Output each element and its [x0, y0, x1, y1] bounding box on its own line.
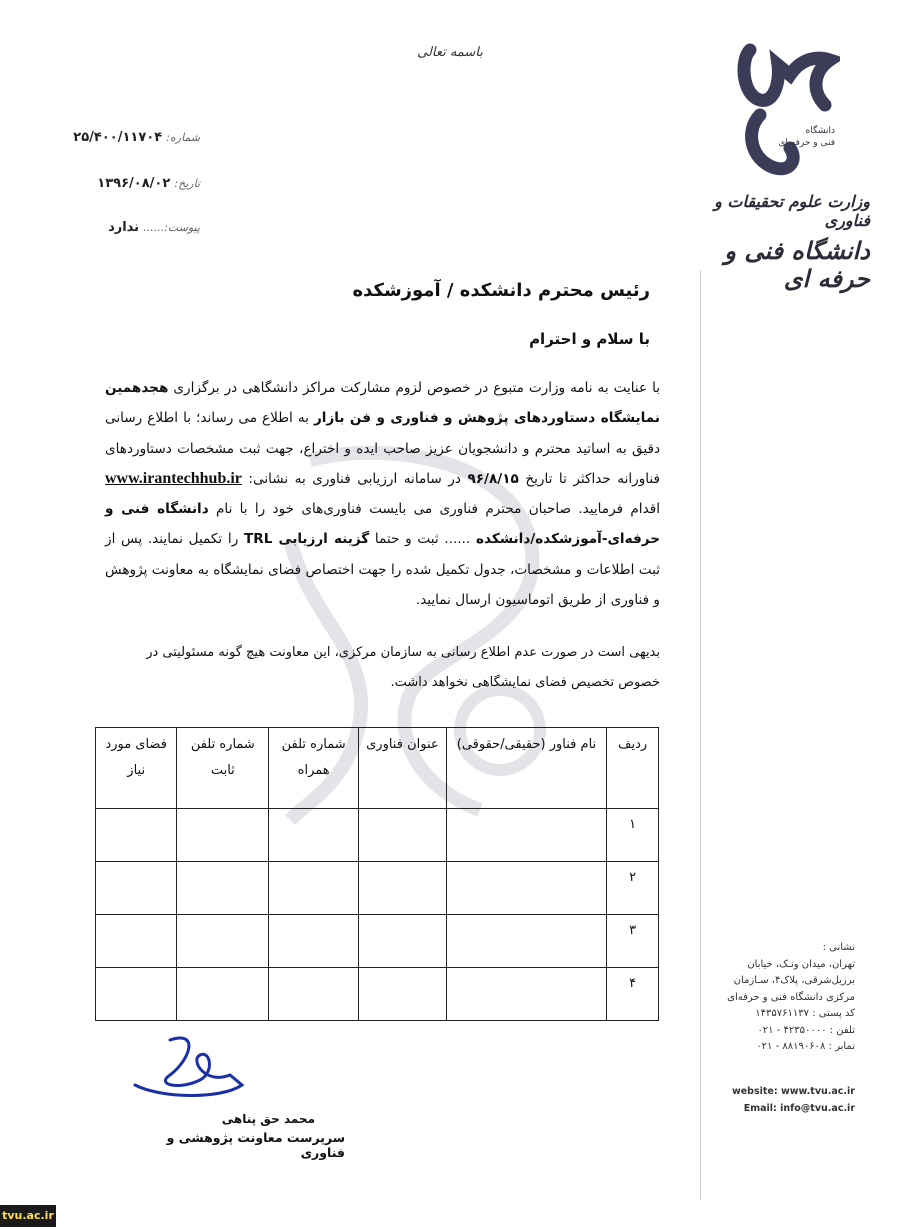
- header-technology-title: عنوان فناوری: [359, 728, 447, 809]
- date-label: تاریخ:: [174, 177, 200, 190]
- margin-divider: [700, 270, 701, 1200]
- trl-option: گزینه ارزیابی TRL: [243, 531, 370, 548]
- body-text-1: با عنایت به نامه وزارت متبوع در خصوص لزوم مشارکت مراکز دانشگاهی در برگزاری: [168, 380, 660, 396]
- letter-attachment: [40, 220, 200, 235]
- logo-caption-line1: دانشگاه: [805, 126, 835, 136]
- basmala: باسمه تعالی: [417, 45, 483, 60]
- ministry-name: وزارت علوم تحقیقات و فناوری: [714, 192, 870, 230]
- table-cell[interactable]: [446, 915, 607, 968]
- row-number: ۱: [607, 809, 659, 862]
- table-row: [96, 915, 659, 968]
- exhibition-name: هجدهمین نمایشگاه دستاوردهای پژوهش و فناوری و فن بازار: [105, 380, 660, 427]
- table-cell[interactable]: [96, 862, 177, 915]
- table-cell[interactable]: [177, 968, 269, 1021]
- letter-date: [40, 176, 200, 191]
- website[interactable]: website: www.tvu.ac.ir: [731, 1086, 855, 1097]
- number-value: ۲۵/۴۰۰/۱۱۷۰۴: [73, 130, 163, 145]
- table-cell[interactable]: [269, 809, 359, 862]
- body-text-3: در سامانه ارزیابی فناوری به نشانی:: [241, 470, 468, 487]
- address-line3: مرکزی دانشگاه فنی و حرفه‌ای: [727, 991, 855, 1003]
- header-mobile-phone: شماره تلفن همراه: [269, 728, 359, 809]
- table-cell[interactable]: [446, 968, 607, 1021]
- row-number: ۲: [607, 862, 659, 915]
- fax-number: نمابر : ۸۸۱۹۰۶۰۸ - ۰۲۱: [756, 1041, 855, 1052]
- body-text-5: ...... ثبت و حتما: [369, 531, 476, 548]
- recipient: رئیس محترم دانشکده / آموزشکده: [352, 280, 650, 301]
- table-cell[interactable]: [177, 809, 269, 862]
- address-block: [715, 940, 855, 1056]
- address-label: نشانی :: [822, 942, 855, 953]
- body-text-6: را تکمیل نمایند. پس از ثبت اطلاعات و مشخصات، جدول تکمیل شده را جهت اختصاص فضای نمایشگاه به معاونت پژوهش و فناوری از طریق اتوماسیون ارسال نمایید.: [105, 531, 660, 609]
- logo-caption: [755, 125, 835, 149]
- registration-name: دانشگاه فنی و حرفه‌ای-آموزشکده/دانشکده: [105, 501, 660, 548]
- table-cell[interactable]: [96, 968, 177, 1021]
- table-cell[interactable]: [177, 915, 269, 968]
- greeting: با سلام و احترام: [529, 330, 650, 348]
- table-cell[interactable]: [359, 809, 447, 862]
- attachment-label: پیوست:......: [143, 221, 200, 234]
- postal-code: کد پستی : ۱۴۳۵۷۶۱۱۳۷: [755, 1008, 855, 1019]
- table-cell[interactable]: [269, 968, 359, 1021]
- address-line2: برزیل‌شرقی، پلاک۴، سـازمان: [733, 975, 855, 986]
- number-label: شماره:: [166, 131, 200, 144]
- letter-number: [40, 130, 200, 145]
- technology-table: [95, 727, 659, 1021]
- row-number: ۴: [607, 968, 659, 1021]
- table-row: [96, 968, 659, 1021]
- table-cell[interactable]: [359, 862, 447, 915]
- phone-number: تلفن : ۴۲۳۵۰۰۰۰ - ۰۲۱: [757, 1024, 855, 1036]
- row-number: ۳: [607, 915, 659, 968]
- table-cell[interactable]: [177, 862, 269, 915]
- table-cell[interactable]: [446, 862, 607, 915]
- signer-title: سرپرست معاونت پژوهشی و فناوری: [166, 1130, 345, 1160]
- university-name: دانشگاه فنی و حرفه ای: [724, 237, 870, 293]
- table-cell[interactable]: [96, 915, 177, 968]
- header-required-space: فضای مورد نیاز: [96, 728, 177, 809]
- letter-body: [105, 373, 660, 615]
- table-cell[interactable]: [359, 915, 447, 968]
- contact-web: [715, 1083, 855, 1117]
- body-text-2: به اطلاع می رساند؛ با اطلاع رسانی دقیق به اساتید محترم و دانشجویان عزیز صاحب ایده و اختراع، جهت ثبت مشخصات دستاوردهای فناورانه حداکثر تا تاریخ: [105, 410, 660, 487]
- attachment-value: ندارد: [108, 220, 140, 235]
- date-value: ۱۳۹۶/۰۸/۰۲: [97, 176, 171, 191]
- address-line1: تهران، میدان ونـک، خیابان: [747, 958, 855, 970]
- table-cell[interactable]: [269, 915, 359, 968]
- table-cell[interactable]: [446, 809, 607, 862]
- email[interactable]: Email: info@tvu.ac.ir: [743, 1103, 855, 1114]
- header-landline-phone: شماره تلفن ثابت: [177, 728, 269, 809]
- logo-caption-line2: فنی و حرفه ای: [778, 138, 835, 148]
- table-cell[interactable]: [359, 968, 447, 1021]
- table-cell[interactable]: [269, 862, 359, 915]
- signer-name: محمد حق پناهی: [221, 1112, 315, 1126]
- letter-note: بدیهی است در صورت عدم اطلاع رسانی به سازمان مرکزی، این معاونت هیچ گونه مسئولیتی در خصوص تخصیص فضای نمایشگاهی نخواهد داشت.: [146, 645, 660, 690]
- table-header-row: [96, 728, 659, 809]
- table-cell[interactable]: [96, 809, 177, 862]
- website-link[interactable]: www.irantechhub.ir: [105, 469, 242, 487]
- body-text-4: اقدام فرمایید. صاحبان محترم فناوری می بایست فناوری‌های خود را با نام: [208, 501, 660, 518]
- table-row: [96, 809, 659, 862]
- deadline-date: ۹۶/۸/۱۵: [467, 470, 519, 487]
- header-technologist-name: نام فناور (حقیقی/حقوقی): [446, 728, 607, 809]
- header-row-number: ردیف: [607, 728, 659, 809]
- university-logo-icon: [730, 40, 840, 180]
- signature-icon: [130, 1030, 250, 1110]
- site-tag: tvu.ac.ir: [0, 1205, 56, 1227]
- table-row: [96, 862, 659, 915]
